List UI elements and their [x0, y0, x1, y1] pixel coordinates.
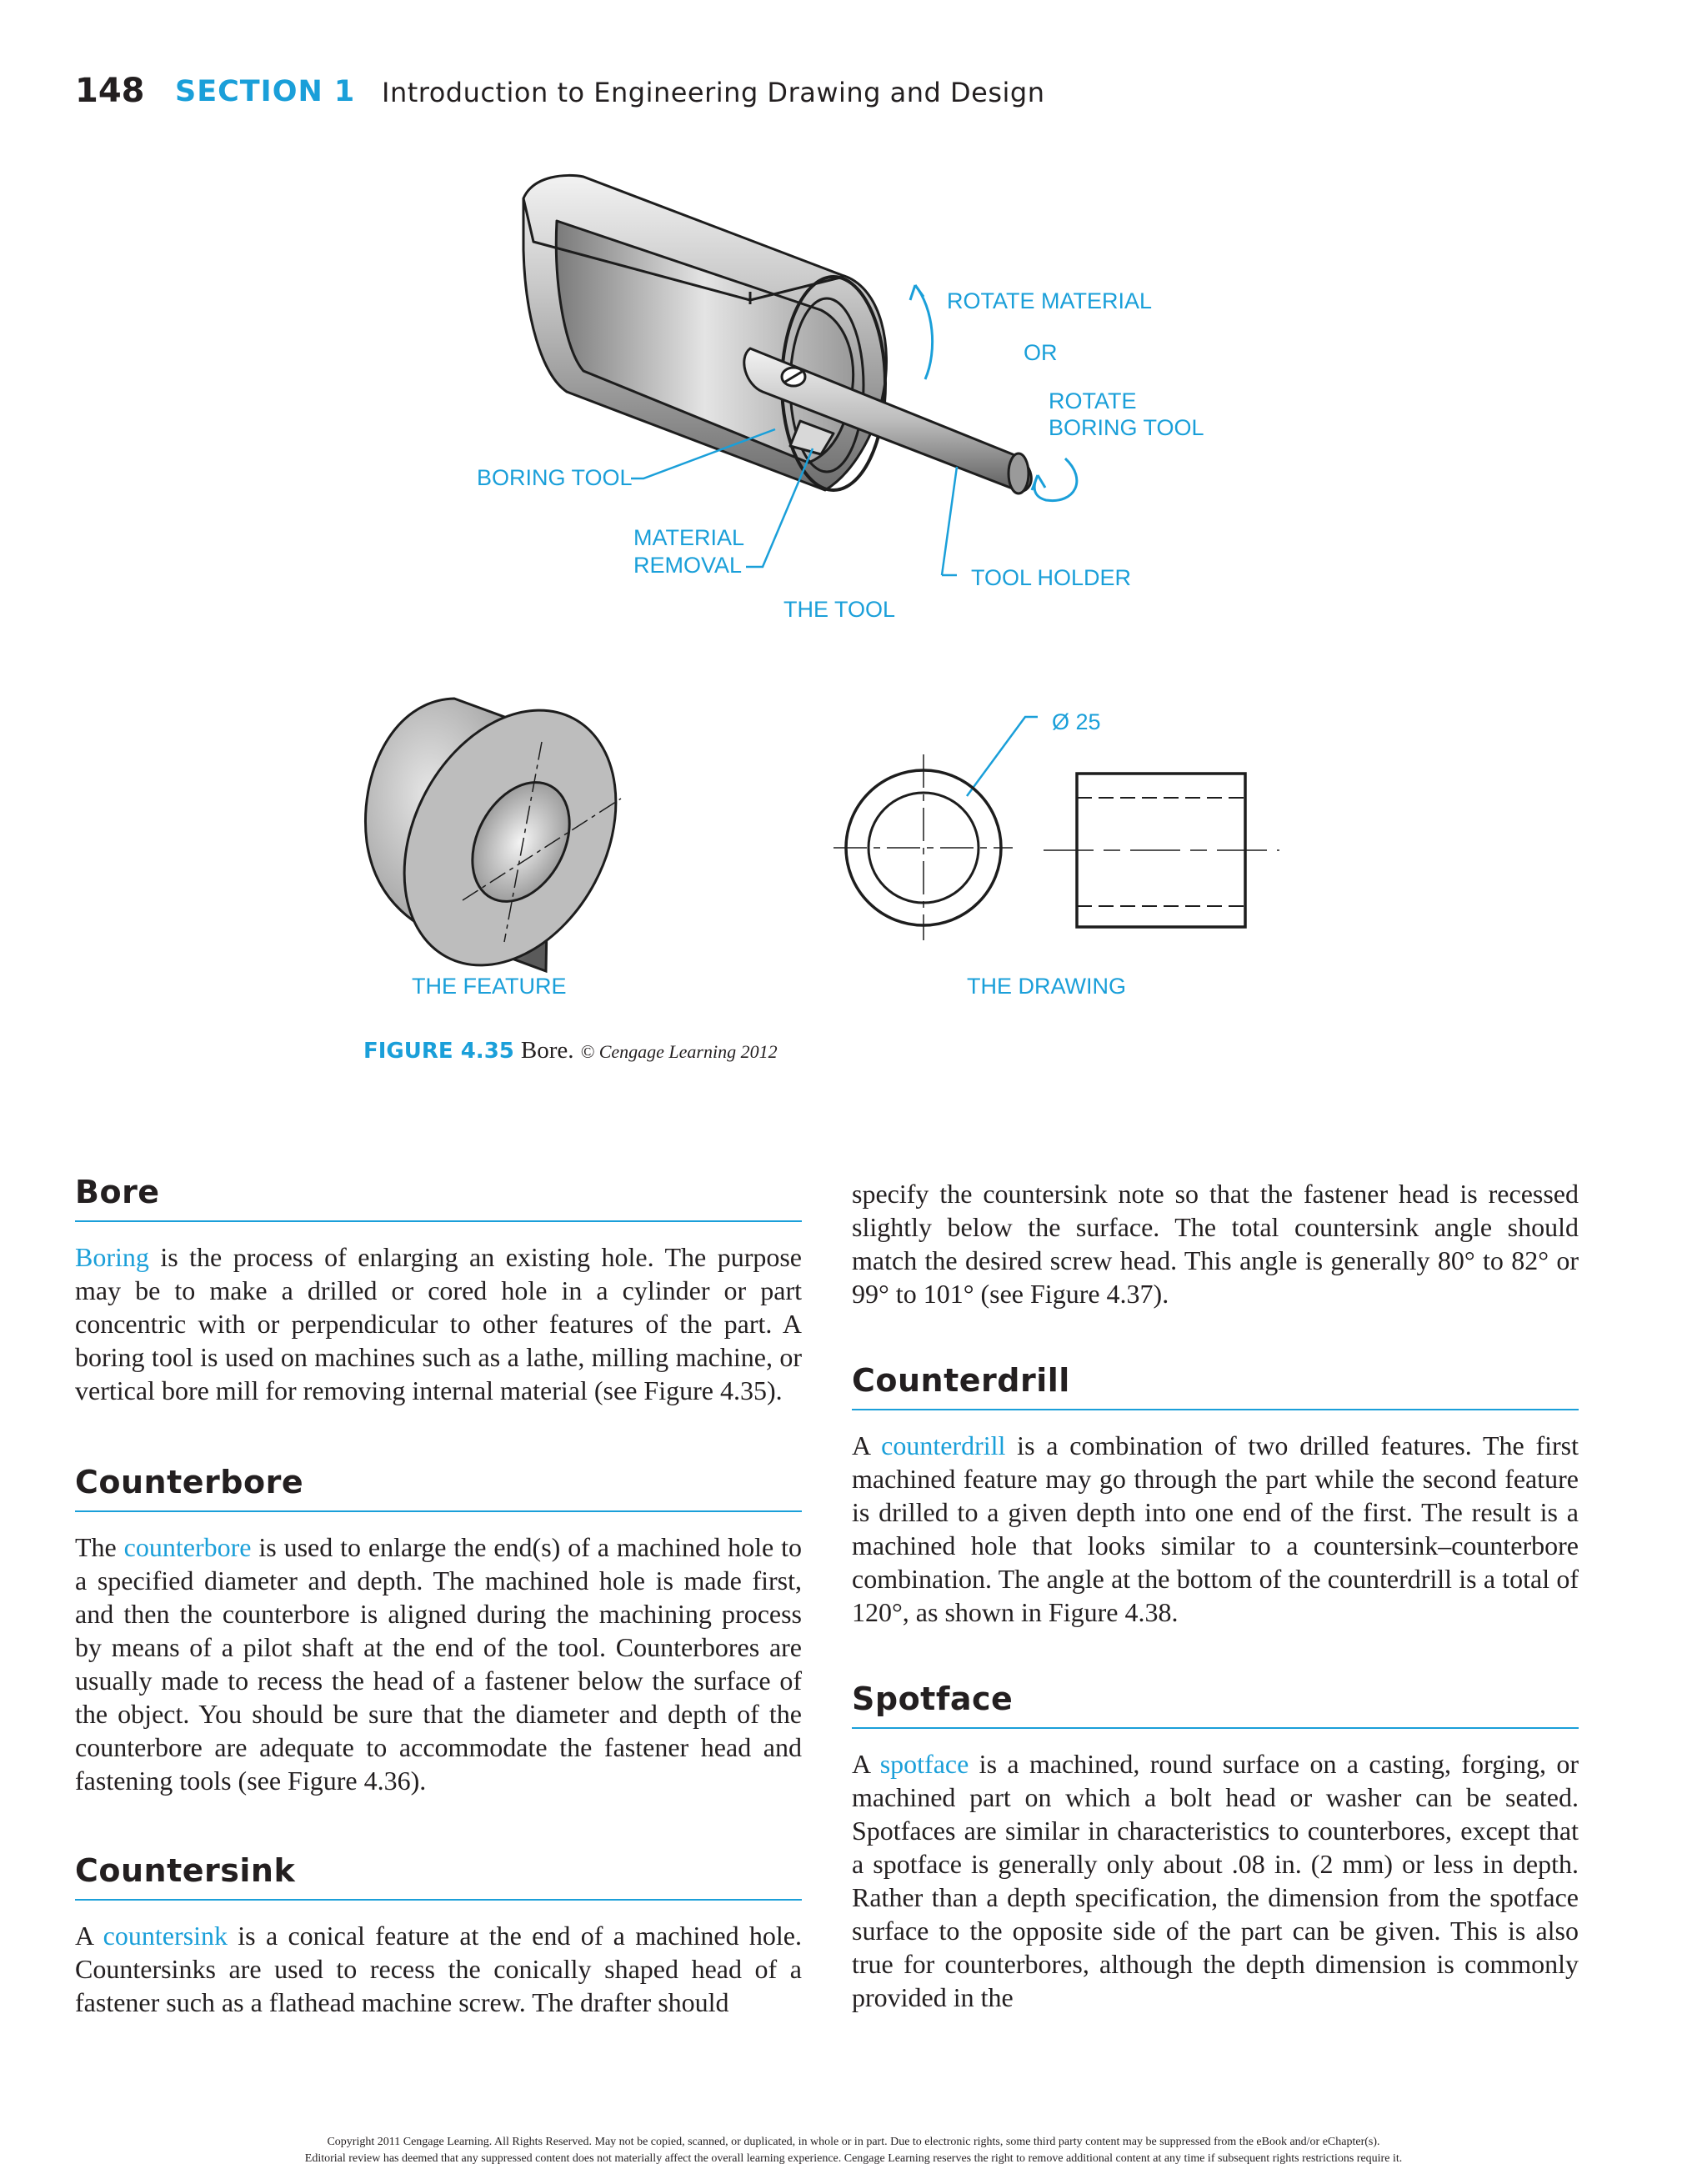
- label-diameter: Ø 25: [1052, 709, 1101, 734]
- label-material: MATERIAL: [633, 525, 745, 550]
- label-rotate-material: ROTATE MATERIAL: [947, 288, 1153, 313]
- boring-illustration: [523, 175, 1031, 493]
- orthographic-drawing: [833, 754, 1279, 940]
- paragraph-countersink-continued: specify the countersink note so that the fastener head is recessed slightly below the surface. The total countersink angle should match the desired screw head. This angle is generally 80° to 82° or 99° to 101° (see Figure 4.37).: [852, 1179, 1579, 1309]
- label-boring-tool: BORING TOOL: [477, 465, 633, 490]
- heading-spotface: Spotface: [852, 1681, 1579, 1729]
- paragraph-bore: [75, 1240, 802, 1407]
- section-bore: [75, 1174, 802, 1407]
- term-spotface: spotface: [879, 1749, 969, 1779]
- label-the-feature: THE FEATURE: [412, 974, 567, 999]
- label-rotate: ROTATE: [1049, 388, 1137, 413]
- paragraph-counterbore: [75, 1530, 802, 1797]
- section-label: SECTION 1: [175, 75, 356, 108]
- lead-counterbore: The: [75, 1532, 124, 1562]
- right-column: [852, 1177, 1579, 2014]
- footer-line-2: Editorial review has deemed that any suppressed content does not materially affect the overall learning experience. Cengage Learning reserves the right to remove additional content at any time if subsequent rights restrictions require it.: [304, 2152, 1403, 2165]
- term-boring: Boring: [75, 1242, 149, 1272]
- term-counterdrill: counterdrill: [881, 1430, 1006, 1460]
- section-counterdrill: [852, 1362, 1579, 1629]
- feature-cylinder: [362, 674, 658, 1002]
- heading-bore: Bore: [75, 1174, 802, 1222]
- figure-caption: [363, 1037, 778, 1064]
- label-or: OR: [1024, 340, 1058, 365]
- caption-credit: © Cengage Learning 2012: [580, 1041, 778, 1062]
- text-counterbore: is used to enlarge the end(s) of a machined hole to a specified diameter and depth. The machined hole is made first, and then the counterbore is aligned during the machining process by means of a pilot shaft at the end of the tool. Counterbores are usually made to recess the head of a fastener below the surface of the object. You should be sure that the diameter and depth of the counterbore are adequate to accommodate the fastener head and fastening tools (see Figure 4.36).: [75, 1532, 803, 1796]
- text-countersink: is a conical feature at the end of a machined hole. Countersinks are used to recess the conically shaped head of a fastener such as a flathead machine screw. The drafter should: [75, 1921, 803, 2017]
- paragraph-spotface: [852, 1747, 1579, 2014]
- page-number: 148: [75, 72, 145, 110]
- copyright-footer: [0, 2134, 1707, 2167]
- paragraph-countersink: [75, 1919, 802, 2019]
- section-countersink: [75, 1852, 802, 2019]
- section-counterbore: [75, 1464, 802, 1797]
- lead-counterdrill: A: [852, 1430, 882, 1460]
- lead-countersink: A: [75, 1921, 103, 1951]
- running-title: Introduction to Engineering Drawing and Design: [382, 77, 1045, 108]
- label-tool-holder: TOOL HOLDER: [971, 565, 1132, 590]
- section-spotface: [852, 1681, 1579, 2014]
- label-removal: REMOVAL: [633, 553, 743, 578]
- heading-countersink: Countersink: [75, 1852, 802, 1901]
- text-counterdrill: is a combination of two drilled features. The first machined feature may go through the part while the second feature is drilled to a given depth into one end of the first. The result is a machined hole that looks similar to a countersink–counterbore combination. The angle at the bottom of the counterdrill is a total of 120°, as shown in Figure 4.38.: [852, 1430, 1579, 1627]
- label-the-drawing: THE DRAWING: [967, 974, 1126, 999]
- left-column: [75, 1174, 802, 2019]
- text-bore: is the process of enlarging an existing hole. The purpose may be to make a drilled or cored hole in a cylinder or part concentric with or perpendicular to other features of the part. A boring tool is used on machines such as a lathe, milling machine, or vertical bore mill for removing internal material (see Figure 4.35).: [75, 1242, 802, 1405]
- heading-counterdrill: Counterdrill: [852, 1362, 1579, 1410]
- label-the-tool: THE TOOL: [783, 597, 896, 622]
- text-spotface: is a machined, round surface on a casting, forging, or machined part on which a bolt head or washer can be seated. Spotfaces are similar in characteristics to counterbores, except that a spotface is generally only about .08 in. (2 mm) or less in depth. Rather than a depth specification, the dimension from the spotface surface to the opposite side of the part can be given. This is also true for counterbores, although the depth dimension is commonly provided in the: [852, 1749, 1579, 2012]
- caption-title: Bore.: [520, 1037, 574, 1064]
- footer-line-1: Copyright 2011 Cengage Learning. All Rights Reserved. May not be copied, scanned, or duplicated, in whole or in part. Due to electronic rights, some third party content may be suppressed from the eBook and/or eChapter(s).: [327, 2136, 1380, 2148]
- paragraph-counterdrill: [852, 1429, 1579, 1629]
- caption-number: FIGURE 4.35: [363, 1039, 514, 1064]
- heading-counterbore: Counterbore: [75, 1464, 802, 1512]
- lead-spotface: A: [852, 1749, 880, 1779]
- term-counterbore: counterbore: [123, 1532, 252, 1562]
- term-countersink: countersink: [103, 1921, 228, 1951]
- label-boring-tool-rotation: BORING TOOL: [1049, 415, 1204, 440]
